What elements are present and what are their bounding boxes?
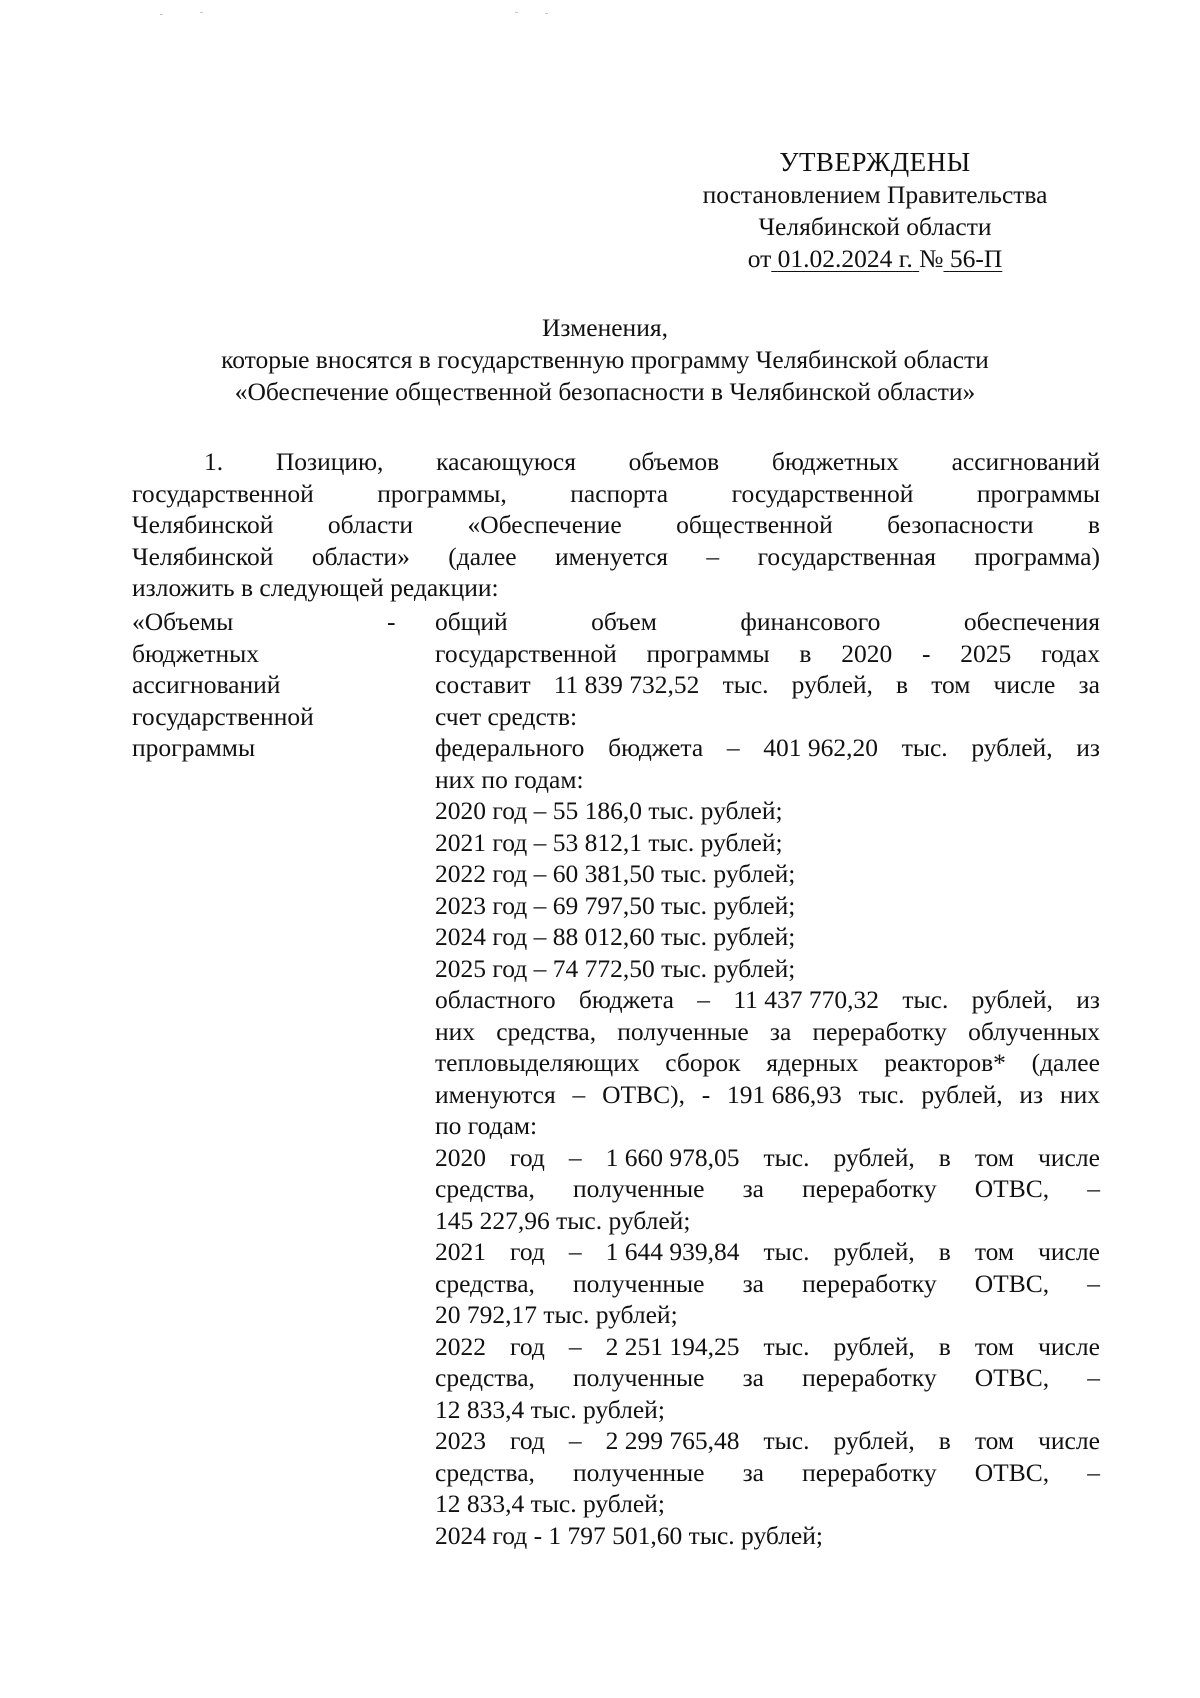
passport-body-line — [435, 1079, 1100, 1111]
paragraph-line — [132, 509, 1100, 541]
passport-body-word: из — [1019, 1079, 1044, 1109]
paragraph-word: Челябинской — [132, 541, 274, 571]
passport-body-word: бюджета — [578, 985, 674, 1014]
passport-body-line: по годам: — [435, 1111, 538, 1140]
passport-body-word: средства, — [435, 1174, 535, 1203]
passport-body-word: за — [742, 1268, 765, 1298]
passport-body-word: ОТВС), — [602, 1079, 685, 1109]
passport-body-word: рублей, — [921, 1079, 1003, 1109]
passport-body-word: – — [568, 1331, 582, 1361]
heading-line-1: Изменения, — [542, 313, 668, 342]
passport-body-word: ОТВС, — [974, 1363, 1050, 1392]
passport-body-word: в — [799, 638, 812, 668]
passport-body-word: за — [769, 1016, 792, 1046]
passport-body-word: – — [568, 1237, 582, 1266]
passport-body-word: - — [701, 1079, 711, 1109]
paragraph-word: безопасности — [887, 510, 1034, 539]
passport-body-word: переработку — [802, 1174, 937, 1203]
approval-line-1: постановлением Правительства — [702, 180, 1048, 209]
passport-body-line: 2022 год – 60 381,50 тыс. рублей; — [435, 859, 796, 888]
passport-label-line: ассигнований — [132, 670, 281, 699]
passport-body-word: федерального — [435, 733, 585, 762]
passport-body-word: средства, — [435, 1457, 535, 1487]
passport-body-word: за — [1078, 670, 1100, 699]
passport-body-line — [435, 606, 1100, 638]
paragraph-word: именуется — [555, 541, 668, 571]
paragraph-word: 1. — [204, 447, 224, 476]
passport-body-line — [435, 1173, 1100, 1205]
passport-body-line — [435, 1016, 1100, 1048]
paragraph-line — [132, 541, 1100, 573]
passport-body-word: – — [1087, 1457, 1100, 1487]
passport-body-word: полученные — [573, 1268, 705, 1298]
passport-body — [435, 606, 1100, 1551]
approval-stamp — [640, 146, 1110, 275]
paragraph-word: в — [1087, 510, 1100, 539]
passport-body-word: тыс. — [901, 733, 948, 762]
passport-body-word: обеспечения — [963, 607, 1100, 636]
passport-body-word: полученные — [573, 1174, 705, 1203]
passport-body-word: сборок — [665, 1048, 741, 1077]
heading-line-2: которые вносятся в государственную программу Челябинской области — [221, 345, 989, 374]
passport-label-line: «Объемы — [132, 607, 234, 636]
passport-body-word: ОТВС, — [974, 1457, 1050, 1487]
passport-body-word: государственной — [435, 638, 617, 668]
passport-body-word: 11 437 770,32 — [733, 985, 880, 1014]
paragraph-word: программа) — [974, 541, 1100, 571]
passport-body-word: 191 686,93 — [727, 1079, 842, 1109]
passport-body-word: ОТВС, — [974, 1268, 1050, 1298]
paragraph-word: программы, — [377, 478, 507, 508]
passport-body-word: в — [938, 1142, 951, 1172]
passport-body-word: финансового — [740, 607, 881, 636]
passport-label-line: программы — [132, 733, 256, 762]
passport-body-line — [435, 1268, 1100, 1300]
passport-body-word: том — [974, 1142, 1015, 1172]
document-heading — [130, 312, 1080, 408]
paragraph-line: изложить в следующей редакции: — [132, 573, 499, 602]
passport-body-word: средства, — [435, 1363, 535, 1392]
passport-body-word: 2025 — [960, 638, 1012, 668]
passport-body-word: числе — [1038, 1237, 1100, 1266]
passport-body-word: общий — [435, 607, 508, 636]
approval-number-sign: № — [919, 244, 944, 273]
passport-body-word: за — [742, 1363, 765, 1392]
passport-body-line — [435, 1236, 1100, 1268]
passport-body-word: переработку — [802, 1268, 937, 1298]
paragraph-word: Челябинской — [132, 510, 274, 539]
passport-body-word: ОТВС, — [974, 1174, 1050, 1203]
passport-body-word: – — [726, 733, 740, 762]
passport-body-line — [435, 1362, 1100, 1394]
paragraph-word: области» — [311, 541, 410, 571]
passport-body-line: 12 833,4 тыс. рублей; — [435, 1394, 665, 1424]
passport-body-word: в — [896, 670, 909, 699]
passport-body-word: – — [1087, 1174, 1100, 1203]
approval-title: УТВЕРЖДЕНЫ — [779, 147, 971, 177]
approval-date-prefix: от — [747, 244, 772, 273]
paragraph-word: государственная — [757, 541, 936, 571]
paragraph-word: государственной — [132, 478, 314, 508]
passport-body-word: тыс. — [763, 1426, 810, 1455]
paragraph-word: программы — [976, 478, 1100, 508]
passport-body-line — [435, 638, 1100, 670]
passport-body-word: числе — [1038, 1331, 1100, 1361]
intro-paragraph — [132, 446, 1100, 604]
approval-line-2: Челябинской области — [758, 212, 992, 241]
passport-body-word: год — [510, 1142, 545, 1172]
passport-body-word: переработку — [812, 1016, 947, 1046]
passport-body-word: тыс. — [763, 1142, 810, 1172]
passport-body-word: программы — [646, 638, 770, 668]
passport-body-line: счет средств: — [435, 701, 578, 731]
passport-body-word: тыс. — [858, 1079, 905, 1109]
passport-body-word: именуются — [435, 1079, 556, 1109]
passport-body-word: областного — [435, 985, 556, 1014]
passport-body-line — [435, 669, 1100, 701]
passport-body-line: них по годам: — [435, 764, 584, 794]
passport-body-word: – — [572, 1079, 586, 1109]
passport-body-word: ядерных — [766, 1048, 859, 1077]
passport-body-word: год — [510, 1237, 545, 1266]
passport-body-word: – — [697, 985, 711, 1014]
passport-label — [132, 606, 372, 764]
passport-body-word: 401 962,20 — [763, 733, 879, 762]
passport-body-word: том — [974, 1237, 1015, 1266]
paragraph-word: Позицию, — [275, 447, 384, 476]
passport-body-word: год — [510, 1331, 545, 1361]
paragraph-word: (далее — [448, 541, 517, 571]
passport-dash: - — [387, 607, 396, 636]
passport-body-word: них — [435, 1016, 476, 1046]
passport-body-word: полученные — [617, 1016, 749, 1046]
passport-body-line — [435, 1425, 1100, 1457]
approval-number: 56-П — [949, 244, 1003, 273]
passport-body-line: 2021 год – 53 812,1 тыс. рублей; — [435, 827, 783, 857]
passport-body-line: 2024 год – 88 012,60 тыс. рублей; — [435, 922, 796, 951]
passport-body-word: 2 251 194,25 — [605, 1331, 740, 1361]
passport-body-word: переработку — [802, 1363, 937, 1392]
passport-body-line: 12 833,4 тыс. рублей; — [435, 1489, 665, 1518]
passport-body-word: переработку — [802, 1457, 937, 1487]
passport-body-word: 2022 — [435, 1331, 486, 1361]
passport-body-word: за — [742, 1174, 765, 1203]
passport-body-word: числе — [1038, 1426, 1100, 1455]
passport-body-word: в — [938, 1331, 951, 1361]
passport-body-word: (далее — [1031, 1048, 1100, 1077]
passport-body-word: - — [922, 638, 931, 668]
passport-body-word: из — [1076, 733, 1100, 762]
passport-body-word: рублей, — [971, 733, 1053, 762]
passport-body-line — [435, 1047, 1100, 1079]
passport-body-word: – — [1087, 1363, 1100, 1392]
paragraph-word: объемов — [628, 447, 720, 476]
paragraph-word: государственной — [731, 478, 914, 508]
passport-body-word: – — [568, 1142, 582, 1172]
passport-body-line — [435, 732, 1100, 764]
passport-body-word: – — [568, 1426, 582, 1455]
passport-body-word: реакторов* — [884, 1048, 1006, 1077]
passport-body-word: том — [931, 670, 971, 699]
passport-body-word: числе — [993, 670, 1056, 699]
passport-body-word: тыс. — [763, 1331, 810, 1361]
passport-body-word: 2021 — [435, 1237, 486, 1266]
passport-body-word: полученные — [573, 1363, 705, 1392]
passport-body-word: за — [742, 1457, 765, 1487]
paragraph-word: бюджетных — [771, 447, 899, 476]
paragraph-word: – — [706, 541, 720, 571]
passport-body-word: 2020 — [841, 638, 893, 668]
scan-speck — [200, 12, 203, 13]
paragraph-word: общественной — [676, 510, 833, 539]
paragraph-word: ассигнований — [951, 447, 1100, 476]
paragraph-word: области — [327, 510, 414, 539]
passport-body-line: 2024 год - 1 797 501,60 тыс. рублей; — [435, 1520, 823, 1550]
passport-body-word: тыс. — [902, 985, 949, 1014]
passport-body-word: том — [974, 1426, 1015, 1455]
scan-speck — [545, 13, 548, 14]
passport-body-word: год — [510, 1426, 545, 1455]
passport-body-word: рублей, — [833, 1426, 915, 1455]
passport-body-word: тепловыделяющих — [435, 1048, 640, 1077]
passport-body-word: рублей, — [833, 1331, 915, 1361]
passport-body-word: тыс. — [763, 1237, 810, 1266]
passport-body-line — [435, 1142, 1100, 1174]
passport-body-word: 2020 — [435, 1142, 486, 1172]
approval-date-line — [640, 243, 1110, 275]
passport-body-line — [435, 1331, 1100, 1363]
paragraph-word: паспорта — [570, 478, 669, 508]
paragraph-line — [132, 446, 1100, 478]
passport-body-line: 2023 год – 69 797,50 тыс. рублей; — [435, 890, 796, 920]
passport-body-word: годах — [1041, 638, 1100, 668]
passport-body-word: бюджета — [608, 733, 704, 762]
passport-body-word: в — [938, 1426, 951, 1455]
passport-label-line: бюджетных — [132, 638, 259, 668]
passport-body-word: 2 299 765,48 — [605, 1426, 740, 1455]
passport-body-word: из — [1076, 985, 1100, 1014]
passport-body-line — [435, 984, 1100, 1016]
passport-body-word: в — [938, 1237, 951, 1266]
paragraph-word: касающуюся — [436, 447, 576, 476]
passport-body-word: тыс. — [722, 670, 769, 699]
passport-body-word: рублей, — [833, 1142, 915, 1172]
approval-date: 01.02.2024 г. — [777, 244, 913, 273]
passport-body-line: 145 227,96 тыс. рублей; — [435, 1205, 691, 1235]
passport-body-word: них — [1059, 1079, 1100, 1109]
passport-body-word: 1 660 978,05 — [605, 1142, 740, 1172]
passport-body-word: – — [1087, 1268, 1100, 1298]
passport-body-word: 2023 — [435, 1426, 486, 1455]
scan-speck — [515, 12, 518, 13]
paragraph-word: «Обеспечение — [467, 510, 622, 539]
passport-body-word: рублей, — [971, 985, 1053, 1014]
passport-body-word: рублей, — [791, 670, 873, 699]
passport-label-line: государственной — [132, 701, 314, 731]
passport-body-line: 2025 год – 74 772,50 тыс. рублей; — [435, 953, 796, 983]
passport-body-line — [435, 1457, 1100, 1489]
passport-body-word: облученных — [968, 1016, 1100, 1046]
heading-line-3: «Обеспечение общественной безопасности в Челябинской области» — [234, 377, 976, 406]
passport-body-word: числе — [1038, 1142, 1100, 1172]
passport-body-word: том — [974, 1331, 1015, 1361]
passport-body-line: 2020 год – 55 186,0 тыс. рублей; — [435, 796, 783, 825]
passport-body-word: рублей, — [833, 1237, 915, 1266]
passport-body-word: средства, — [435, 1268, 535, 1298]
passport-body-line: 20 792,17 тыс. рублей; — [435, 1300, 678, 1329]
paragraph-line — [132, 478, 1100, 510]
passport-body-word: полученные — [573, 1457, 705, 1487]
passport-body-word: составит — [435, 670, 531, 699]
passport-body-word: объем — [591, 607, 657, 636]
scan-speck — [160, 14, 163, 15]
passport-body-word: 1 644 939,84 — [605, 1237, 740, 1266]
passport-body-word: средства, — [496, 1016, 597, 1046]
passport-body-word: 11 839 732,52 — [553, 670, 700, 699]
